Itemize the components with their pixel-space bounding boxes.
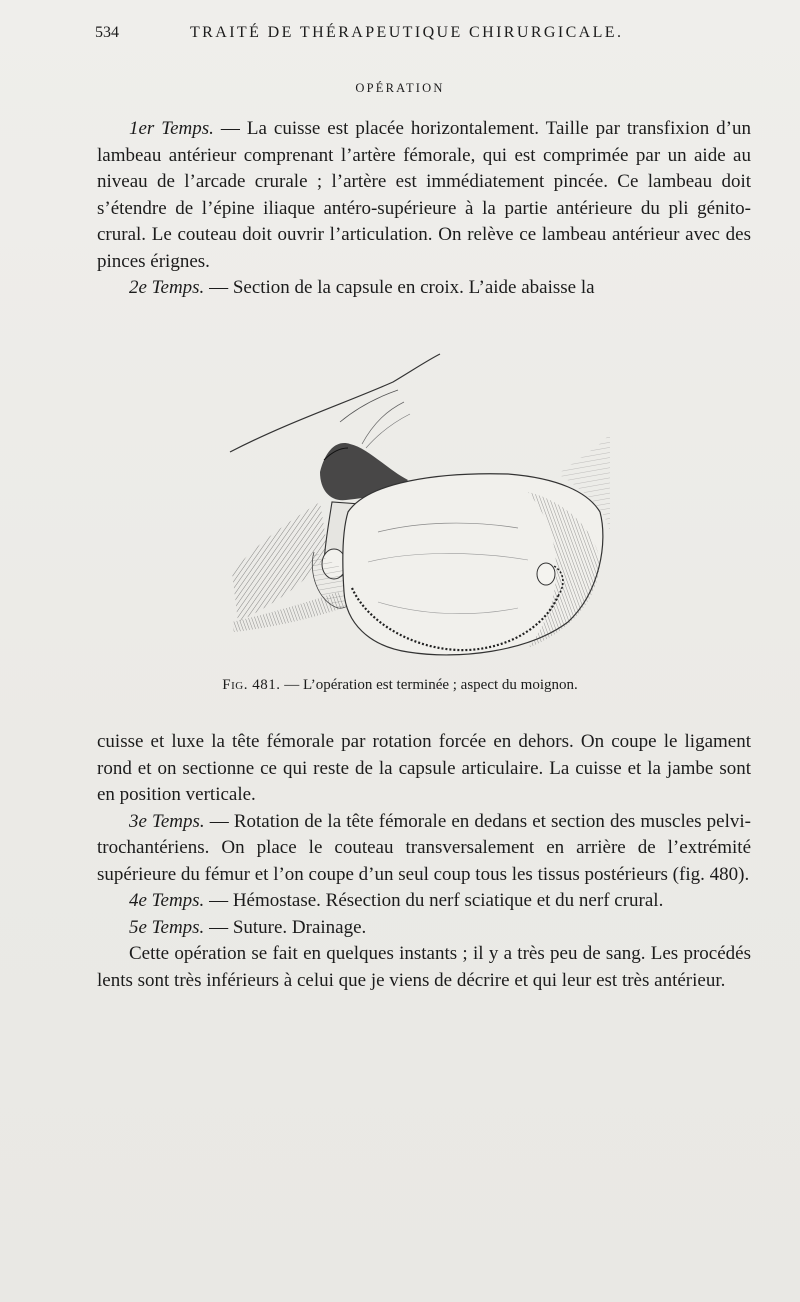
step-label: 1er Temps. [129, 118, 214, 139]
paragraph-text: — Suture. Drainage. [204, 916, 367, 938]
step-label: 4e Temps. [129, 890, 205, 911]
step-label: 3e Temps. [129, 810, 205, 832]
paragraph-temps-2 [97, 275, 751, 302]
step-label: 2e Temps. [129, 277, 205, 298]
text-block-bottom [97, 729, 751, 994]
paragraph-text: — Hémostase. Résection du nerf sciatique et du nerf crural. [204, 890, 664, 911]
page-number: 534 [95, 24, 119, 41]
paragraph-temps-1 [97, 116, 751, 275]
figure-label: Fig. 481. [222, 677, 281, 693]
running-head [95, 24, 755, 48]
paragraph-text: — La cuisse est placée horizontalement. Taille par transfixion d’un lambeau antérieur comprenant l’artère fémorale, qui est comprimée par un aide au niveau de l’arcade crurale ; l’artère est immédiatement pincée. Ce lambeau doit s’étendre de l’épine iliaque antéro-supérieure à la partie antérieure du pli génito-crural. Le couteau doit ouvrir l’articulation. On relève ce lambeau antérieur avec des pinces érignes. [97, 118, 751, 272]
step-label: 5e Temps. [129, 916, 205, 938]
paragraph-temps-5 [97, 915, 751, 942]
paragraph-temps-3 [97, 809, 751, 889]
stump-illustration [228, 352, 612, 664]
running-title: TRAITÉ DE THÉRAPEUTIQUE CHIRURGICALE. [190, 24, 624, 41]
paragraph-text: cuisse et luxe la tête fémorale par rotation forcée en dehors. On coupe le ligament rond et on sectionne ce qui reste de la capsule articulaire. La cuisse et la jambe sont en position verticale. [97, 731, 751, 805]
figure-caption [0, 677, 800, 694]
paragraph-text: — Section de la capsule en croix. L’aide abaisse la [204, 277, 595, 298]
paragraph-conclusion [97, 941, 751, 994]
section-heading: OPÉRATION [355, 81, 445, 95]
paragraph-continuation [97, 729, 751, 809]
paragraph-text: — Rotation de la tête fémorale en dedans et section des muscles pelvi-trochantériens. On place le couteau transversalement en arrière de l’extrémité supérieure du fémur et l’on coupe d’un seul coup tous les tissus postérieurs (fig. 480). [97, 810, 751, 885]
text-block-top [97, 116, 751, 302]
figure-caption-text: — L’opération est terminée ; aspect du moignon. [280, 677, 578, 693]
figure-illustration [228, 352, 612, 664]
paragraph-temps-4 [97, 888, 751, 915]
paragraph-text: Cette opération se fait en quelques instants ; il y a très peu de sang. Les procédés lents sont très inférieurs à celui que je viens de décrire et qui leur est très antérieur. [97, 943, 751, 991]
